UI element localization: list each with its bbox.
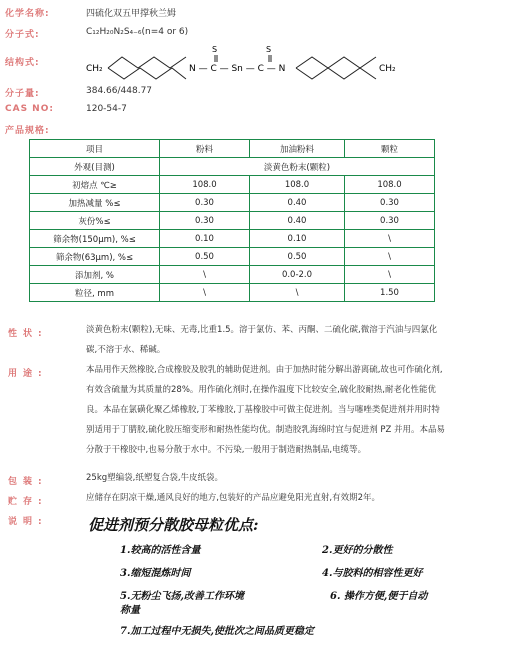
row-item: 灰份%≤ [30,212,160,230]
row-cell: 108.0 [160,176,250,194]
struct-left-ch2: CH₂ [86,64,103,74]
row-item: 外观(目测) [30,158,160,176]
cas-label: CAS NO: [5,104,54,114]
table-row [30,284,435,302]
struct-right-ch2: CH₂ [379,64,396,74]
row-cell: \ [160,266,250,284]
table-row [30,248,435,266]
header-item: 项目 [30,140,160,158]
table-row [30,194,435,212]
row-cell: 0.30 [345,212,435,230]
row-item: 添加剂, % [30,266,160,284]
row-cell: \ [160,284,250,302]
formula-label: 分子式: [5,30,40,40]
advantage-item: 2.更好的分散性 [322,545,393,556]
row-cell: 0.40 [250,194,345,212]
row-cell: \ [345,266,435,284]
row-cell: 0.10 [160,230,250,248]
advantage-item: 4.与胶料的相容性更好 [322,568,423,579]
header-oiled-powder: 加油粉料 [250,140,345,158]
row-cell: 0.0-2.0 [250,266,345,284]
row-cell: 0.30 [345,194,435,212]
row-cell: \ [345,230,435,248]
table-row [30,158,435,176]
row-cell: 108.0 [250,176,345,194]
row-merged-value: 淡黄色粉末(颗粒) [160,158,435,176]
spec-table [29,139,435,302]
row-cell: 0.30 [160,212,250,230]
row-item: 初熔点 ℃≥ [30,176,160,194]
formula-value: C₁₂H₂₀N₂S₄₋₆(n=4 or 6) [86,27,189,37]
advantage-item: 1.较高的活性含量 [120,545,201,556]
advantages-title: 促进剂预分散胶母粒优点: [88,516,259,534]
advantage-item: 6. 操作方便,便于自动 [330,591,428,602]
advantage-item: 5.无粉尘飞扬,改善工作环境 [120,591,244,602]
structural-formula [86,44,416,84]
storage-text: 应储存在阴凉干燥,通风良好的地方,包装好的产品应避免阳光直射,有效期2年。 [86,493,381,503]
advantage-item: 7.加工过程中无损失,使批次之间品质更稳定 [120,626,314,637]
table-row [30,212,435,230]
struct-s-atom-2: S [266,45,272,54]
row-cell: 0.50 [160,248,250,266]
use-text: 本品用作天然橡胶,合成橡胶及胶乳的辅助促进剂。由于加热时能分解出游离硫,故也可作硫化剂,有效含硫量为其质量的28%。用作硫化剂时,在操作温度下比较安全,硫化胶耐热,耐老化性能优良。本品在氯磺化聚乙烯橡胶,丁苯橡胶,丁基橡胶中可做主促进剂。当与噻唑类促进剂并用时特别适用于丁腈胶,硫化胶压缩变形和耐热性能均优。制造胶乳海绵时宜与促进剂 PZ 并用。本品易分散于干橡胶中,也易分散于水中。不污染,一般用于制造耐热制品,电缆等。 [86,365,446,455]
structure-label: 结构式: [5,58,40,68]
mw-value: 384.66/448.77 [86,86,153,96]
row-cell: 0.50 [250,248,345,266]
packaging-text: 25kg塑编袋,纸塑复合袋,牛皮纸袋。 [86,473,224,483]
row-cell: 0.10 [250,230,345,248]
row-cell: \ [250,284,345,302]
row-item: 粒径, mm [30,284,160,302]
row-cell: 0.40 [250,212,345,230]
row-cell: 108.0 [345,176,435,194]
spec-label: 产品规格: [5,126,50,136]
use-label: 用途: [8,369,48,379]
header-granule: 颗粒 [345,140,435,158]
table-row [30,266,435,284]
struct-s-atom-1: S [212,45,218,54]
chemical-name-label: 化学名称: [5,9,50,19]
row-cell: 1.50 [345,284,435,302]
advantage-item: 称量 [120,605,140,616]
note-label: 说明: [8,517,48,527]
mw-label: 分子量: [5,89,40,99]
cas-value: 120-54-7 [86,104,127,114]
chemical-name-value: 四硫化双五甲撑秋兰姆 [86,9,177,19]
struct-center-chain: N — C — Sn — C — N [189,64,286,74]
advantage-item: 3.缩短混炼时间 [120,568,191,579]
row-item: 筛余物(150μm), %≤ [30,230,160,248]
header-powder: 粉料 [160,140,250,158]
properties-text: 淡黄色粉末(颗粒),无味、无毒,比重1.5。溶于氯仿、苯、丙酮、二硫化碳,微溶于汽油与四氯化碳,不溶于水、稀碱。 [86,325,438,355]
table-row [30,230,435,248]
table-row [30,176,435,194]
row-cell: 0.30 [160,194,250,212]
packaging-label: 包装: [8,477,48,487]
row-item: 加热减量 %≤ [30,194,160,212]
table-header-row [30,140,435,158]
properties-label: 性状: [8,329,48,339]
row-cell: \ [345,248,435,266]
row-item: 筛余物(63μm), %≤ [30,248,160,266]
storage-label: 贮存: [8,497,48,507]
